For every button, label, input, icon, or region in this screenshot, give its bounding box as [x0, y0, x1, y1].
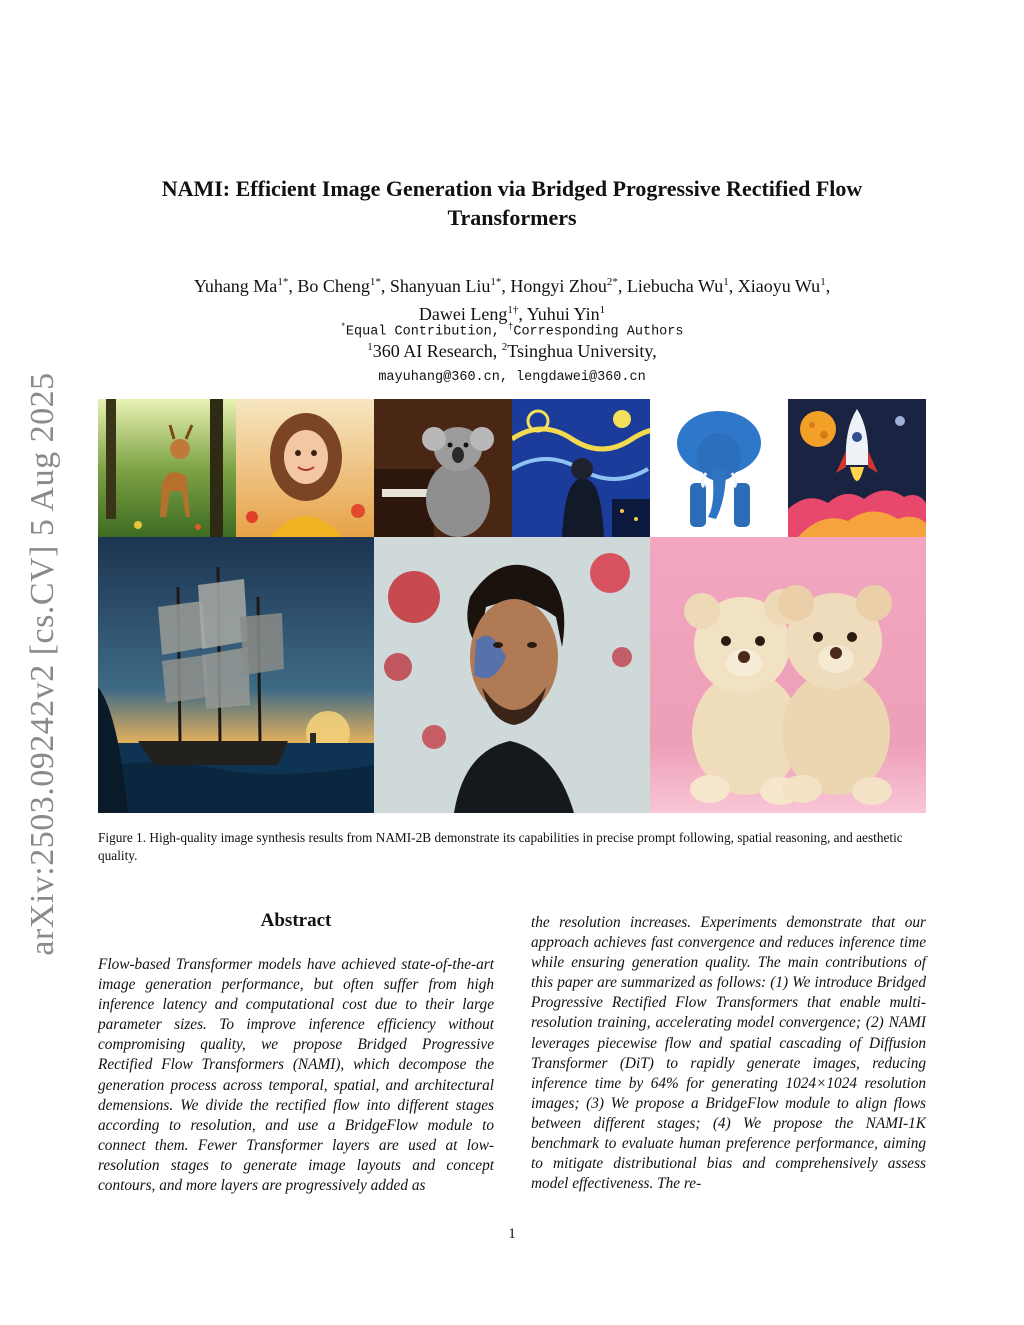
- author: Yuhui Yin$^1$: [526, 304, 606, 324]
- rocket-image: [788, 399, 926, 537]
- paper-title: NAMI: Efficient Image Generation via Bridged Progressive Rectified Flow Transformers: [161, 176, 863, 230]
- author: Dawei Leng$^{1\dagger}$,: [418, 304, 527, 324]
- author: Shanyuan Liu$^{1*}$,: [389, 276, 511, 296]
- girl-image: [236, 399, 374, 537]
- teddy-bears-image: [650, 537, 926, 813]
- author: Xiaoyu Wu$^1$,: [737, 276, 831, 296]
- elephant-image: [650, 399, 788, 537]
- author-list: [100, 270, 924, 326]
- starry-night-image: [512, 399, 650, 537]
- abstract-left-column: Flow-based Transformer models have achieved state-of-the-art image generation performance, but often suffer from high inference latency and computational cost due to their large parameter sizes. To improve inference efficiency without compromising quality, we propose Bridged Progressive Rectified Flow Transformers (NAMI), which decompose the generation process across temporal, spatial, and architectural demensions. We divide the rectified flow into different stages according to resolution, and use a BridgeFlow module to connect them. Fewer Transformer layers are used at low-resolution stages to generate image layouts and concept contours, and more layers are progressively added as: [98, 956, 494, 1195]
- contribution-note: *Equal Contribution, †Corresponding Authors: [340, 322, 684, 340]
- man-portrait-image: [374, 537, 650, 813]
- page-number: 1: [508, 1226, 516, 1242]
- author-emails: mayuhang@360.cn, lengdawei@360.cn: [378, 370, 646, 385]
- abstract-heading: Abstract: [260, 910, 332, 931]
- author: Bo Cheng$^{1*}$,: [297, 276, 390, 296]
- abstract-right-column: the resolution increases. Experiments demonstrate that our approach achieves fast convergence and reduces inference time while ensuring generation quality. The main contributions of this paper are summarized as follows: (1) We introduce Bridged Progressive Rectified Flow Transformers that enable multi-resolution training, accelerating model convergence; (2) NAMI leverages piecewise flow and spatial cascading of Diffusion Transformer (DiT) to rapidly generate images, reducing inference time by 64% for generating 1024×1024 resolution images; (3) We propose a BridgeFlow module to align flows between different stages; (4) We propose the NAMI-1K benchmark to evaluate human preference performance, aiming to mitigate distributional bias and comprehensively assess model effectiveness. The re-: [531, 914, 926, 1193]
- ship-image: [98, 537, 374, 813]
- author: Yuhang $Ma^{1*}$,: [193, 276, 298, 296]
- deer-image: [98, 399, 236, 537]
- arxiv-identifier: arXiv:2503.09242v2 [cs.CV] 5 Aug 2025: [24, 372, 61, 956]
- author: Liebucha Wu$^1$,: [626, 276, 738, 296]
- koala-image: [374, 399, 512, 537]
- figure-image-grid: [98, 399, 926, 813]
- affiliations: $^1$360 AI Research, $^2$Tsinghua University,: [367, 341, 657, 361]
- figure-caption: Figure 1. High-quality image synthesis results from NAMI-2B demonstrate its capabilities in precise prompt following, spatial reasoning, and aesthetic quality.: [98, 830, 903, 863]
- author: Hongyi Zhou$^{2*}$,: [510, 276, 627, 296]
